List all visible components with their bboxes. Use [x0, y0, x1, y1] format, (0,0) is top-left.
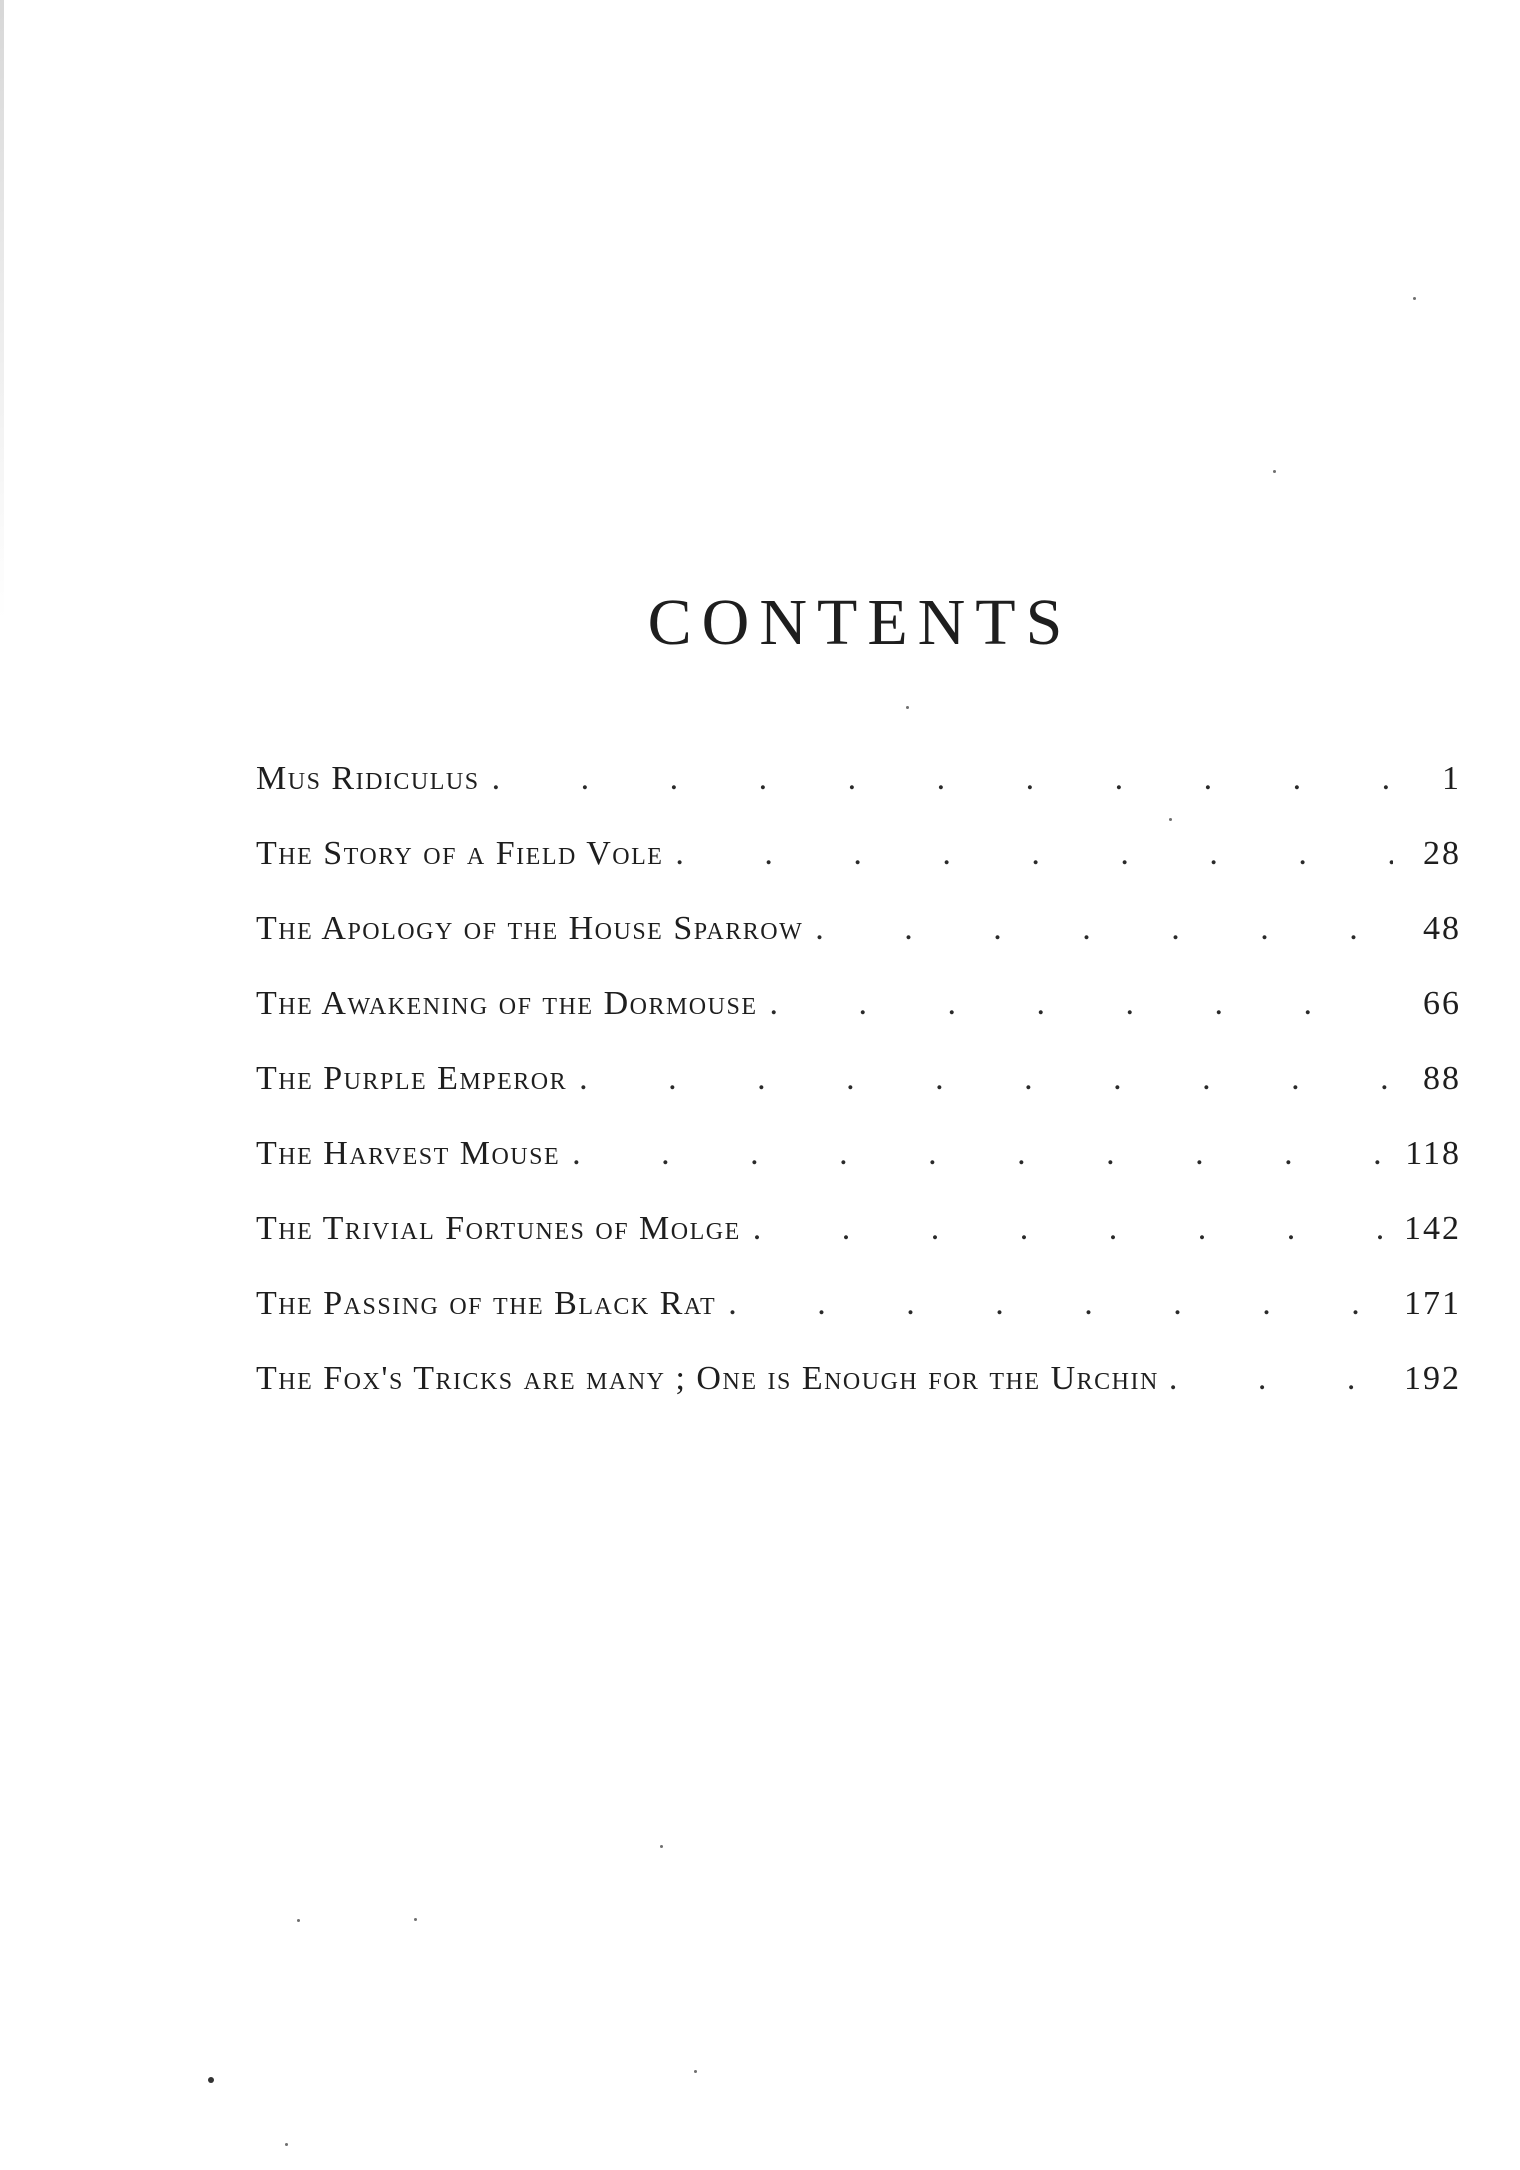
- dot-leader: [1169, 1360, 1394, 1398]
- speck: [694, 2070, 697, 2073]
- toc-entry[interactable]: [256, 1135, 1461, 1210]
- entry-title: The Purple Emperor: [256, 1060, 568, 1097]
- page-number: 28: [1423, 835, 1461, 872]
- page-number: 88: [1423, 1060, 1461, 1097]
- page-title: CONTENTS: [647, 586, 1073, 659]
- speck: [660, 1845, 663, 1848]
- dot-leader: [572, 1135, 1391, 1173]
- toc-entry[interactable]: [256, 835, 1461, 910]
- dot-leader: [579, 1060, 1393, 1098]
- toc-entry[interactable]: [256, 1060, 1461, 1135]
- entry-title: The Awakening of the Dormouse: [256, 985, 758, 1022]
- dot-leader: [728, 1285, 1390, 1323]
- page-number: 142: [1404, 1210, 1461, 1247]
- dot-leader: [492, 760, 1393, 798]
- toc-entry[interactable]: [256, 910, 1461, 985]
- dot-leader: [815, 910, 1393, 948]
- page-number: 118: [1405, 1135, 1461, 1172]
- page-number: 1: [1442, 760, 1461, 797]
- speck: [285, 2143, 288, 2146]
- page-number: 48: [1423, 910, 1461, 947]
- toc-entry[interactable]: [256, 760, 1461, 835]
- toc-entry[interactable]: [256, 1285, 1461, 1360]
- table-of-contents: [256, 760, 1461, 1435]
- entry-title: The Passing of the Black Rat: [256, 1285, 717, 1322]
- entry-title: The Harvest Mouse: [256, 1135, 561, 1172]
- toc-entry[interactable]: [256, 985, 1461, 1060]
- page-number: 66: [1423, 985, 1461, 1022]
- dot-leader: [753, 1210, 1390, 1248]
- speck: [414, 1918, 417, 1921]
- speck: [1273, 470, 1276, 473]
- dot-leader: [675, 835, 1393, 873]
- dot-leader: [769, 985, 1393, 1023]
- toc-entry[interactable]: [256, 1360, 1461, 1435]
- entry-title: The Apology of the House Sparrow: [256, 910, 804, 947]
- scanned-page-edge: [0, 0, 4, 620]
- page-number: 192: [1404, 1360, 1461, 1397]
- speck: [297, 1919, 300, 1922]
- entry-title: The Fox's Tricks are many ; One is Enough for the Urchin: [256, 1360, 1159, 1397]
- speck: [906, 706, 909, 709]
- speck: [208, 2077, 214, 2083]
- entry-title: Mus Ridiculus: [256, 760, 480, 797]
- entry-title: The Story of a Field Vole: [256, 835, 664, 872]
- toc-entry[interactable]: [256, 1210, 1461, 1285]
- page-number: 171: [1404, 1285, 1461, 1322]
- speck: [1413, 297, 1416, 300]
- entry-title: The Trivial Fortunes of Molge: [256, 1210, 741, 1247]
